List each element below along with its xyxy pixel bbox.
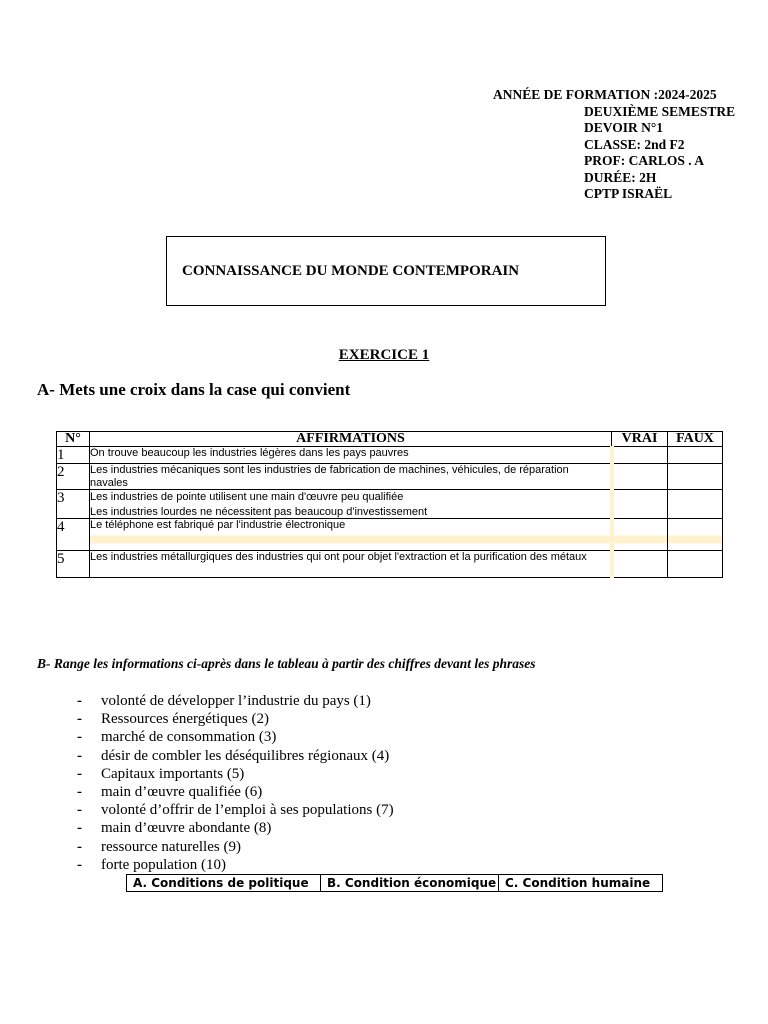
list-item (77, 801, 394, 819)
col-header-affirmations: AFFIRMATIONS (90, 432, 612, 447)
row-affirmation: Le téléphone est fabriqué par l'industrie électronique (90, 519, 612, 551)
header-year-line: ANNÉE DE FORMATION :2024-2025 (493, 87, 717, 102)
list-item-text: main d’œuvre abondante (8) (101, 820, 272, 837)
header-classe: CLASSE: 2nd F2 (584, 136, 685, 152)
exercise-title-text: EXERCICE 1 (338, 347, 430, 363)
row-number: 3 (57, 490, 90, 519)
table-row (57, 447, 723, 464)
faux-checkbox-cell[interactable] (668, 490, 723, 519)
list-item (77, 856, 394, 874)
vrai-checkbox-cell[interactable] (612, 551, 668, 578)
row-affirmation-line: Les industries de pointe utilisent une main d'œuvre peu qualifiée (90, 491, 404, 503)
list-item (77, 728, 394, 746)
row-affirmation: Les industries métallurgiques des industries qui ont pour objet l'extraction et la purification des métaux (90, 551, 612, 578)
information-list (77, 692, 394, 874)
list-item (77, 710, 394, 728)
bullet-dash: - (77, 856, 82, 873)
header-devoir: DEVOIR N°1 (584, 120, 664, 135)
vrai-checkbox-cell[interactable] (612, 447, 668, 464)
bullet-dash: - (77, 765, 82, 782)
list-item-text: volonté de développer l’industrie du pays (1) (101, 693, 371, 709)
table-row (57, 519, 723, 551)
conditions-table (126, 874, 663, 892)
list-item-text: forte population (10) (101, 856, 226, 873)
table-row (57, 551, 723, 578)
vrai-checkbox-cell[interactable] (612, 464, 668, 490)
col-header-politique: A. Conditions de politique (127, 875, 321, 892)
header-prof: PROF: CARLOS . A (584, 153, 705, 168)
list-item-text: Ressources énergétiques (2) (101, 711, 270, 728)
row-affirmation-line: Les industries lourdes ne nécessitent pas beaucoup d'investissement (90, 505, 428, 518)
col-header-faux: FAUX (668, 432, 723, 447)
col-header-num: N° (57, 432, 90, 447)
bullet-dash: - (77, 838, 82, 855)
affirmations-header-row (57, 432, 723, 447)
list-item-text: ressource naturelles (9) (101, 838, 241, 855)
bullet-dash: - (77, 784, 82, 801)
header-semester: DEUXIÈME SEMESTRE (584, 103, 736, 119)
list-item (77, 838, 394, 856)
bullet-dash: - (77, 711, 82, 728)
row-affirmation: Les industries mécaniques sont les industries de fabrication de machines, véhicules, de réparation navales (90, 464, 612, 490)
section-b-title: B- Range les informations ci-après dans le tableau à partir des chiffres devant les phrases (37, 656, 536, 671)
vrai-checkbox-cell[interactable] (612, 519, 668, 551)
row-number: 1 (57, 447, 90, 464)
vrai-checkbox-cell[interactable] (612, 490, 668, 519)
list-item-text: marché de consommation (3) (101, 729, 277, 746)
row-affirmation: On trouve beaucoup les industries légères dans les pays pauvres (90, 447, 612, 464)
section-a-title: A- Mets une croix dans la case qui convient (37, 380, 351, 399)
conditions-header-row (127, 875, 663, 892)
row-number: 2 (57, 464, 90, 490)
list-item-text: désir de combler les déséquilibres régionaux (4) (101, 747, 390, 764)
bullet-dash: - (77, 693, 82, 709)
row-number: 5 (57, 551, 90, 578)
list-item (77, 747, 394, 765)
table-row (57, 464, 723, 490)
col-header-economique: B. Condition économique (321, 875, 499, 892)
row-number: 4 (57, 519, 90, 551)
bullet-dash: - (77, 820, 82, 837)
list-item (77, 692, 394, 710)
faux-checkbox-cell[interactable] (668, 551, 723, 578)
list-item (77, 765, 394, 783)
col-header-humaine: C. Condition humaine (499, 875, 663, 892)
list-item-text: volonté d’offrir de l’emploi à ses populations (7) (101, 802, 394, 819)
header-duree: DURÉE: 2H (584, 169, 657, 185)
affirmations-table (56, 431, 723, 578)
bullet-dash: - (77, 802, 82, 819)
row-affirmation (90, 490, 612, 519)
list-item (77, 783, 394, 801)
exercise-title (0, 347, 768, 364)
subject-title-box (166, 236, 606, 306)
subject-title: CONNAISSANCE DU MONDE CONTEMPORAIN (182, 262, 520, 279)
faux-checkbox-cell[interactable] (668, 447, 723, 464)
bullet-dash: - (77, 729, 82, 746)
table-row (57, 490, 723, 519)
list-item-text: main d’œuvre qualifiée (6) (101, 784, 263, 801)
bullet-dash: - (77, 747, 82, 764)
col-header-vrai: VRAI (612, 432, 668, 447)
header-school: CPTP ISRAËL (584, 186, 673, 201)
header-block (493, 87, 735, 203)
list-item-text: Capitaux importants (5) (101, 765, 245, 782)
faux-checkbox-cell[interactable] (668, 464, 723, 490)
list-item (77, 819, 394, 837)
faux-checkbox-cell[interactable] (668, 519, 723, 551)
